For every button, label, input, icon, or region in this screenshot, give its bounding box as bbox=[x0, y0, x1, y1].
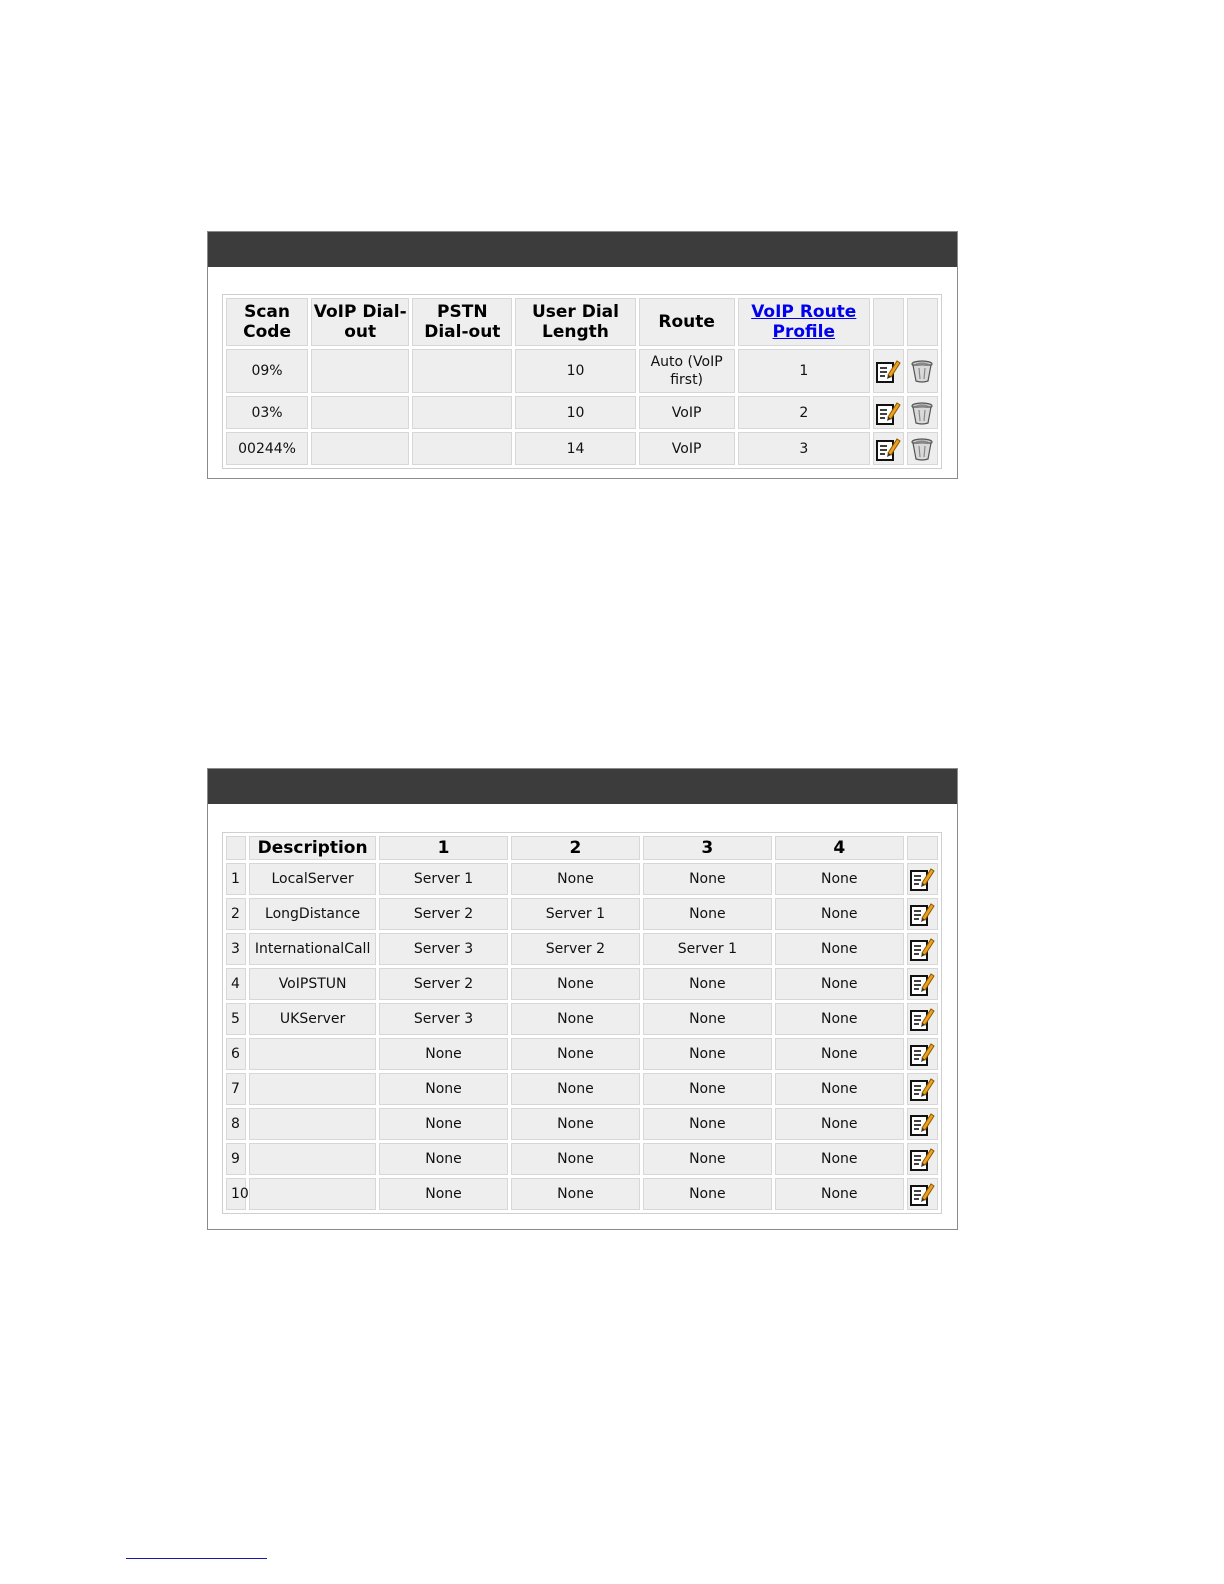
description-cell: VoIPSTUN bbox=[249, 968, 376, 1000]
server-3-cell: None bbox=[643, 1073, 772, 1105]
route-cell: VoIP bbox=[639, 396, 735, 429]
edit-icon[interactable] bbox=[909, 1181, 935, 1207]
server-3-cell: None bbox=[643, 1108, 772, 1140]
header-voip-route-profile bbox=[738, 298, 870, 346]
edit-icon[interactable] bbox=[909, 1146, 935, 1172]
table-row bbox=[226, 1143, 938, 1175]
header-route: Route bbox=[639, 298, 735, 346]
description-cell bbox=[249, 1073, 376, 1105]
server-1-cell: None bbox=[379, 1108, 508, 1140]
server-4-cell: None bbox=[775, 898, 904, 930]
index-cell: 5 bbox=[226, 1003, 246, 1035]
server-3-cell: None bbox=[643, 1003, 772, 1035]
edit-icon[interactable] bbox=[909, 1111, 935, 1137]
dial-length-cell: 10 bbox=[515, 349, 635, 393]
footer-divider bbox=[126, 1558, 267, 1559]
pstn-dialout-cell bbox=[412, 432, 512, 465]
edit-icon[interactable] bbox=[875, 358, 901, 384]
edit-cell bbox=[907, 1143, 938, 1175]
pstn-dialout-cell bbox=[412, 349, 512, 393]
index-cell: 8 bbox=[226, 1108, 246, 1140]
delete-trash-icon[interactable] bbox=[909, 436, 935, 462]
table-row bbox=[226, 349, 938, 393]
route-profile-rows bbox=[226, 863, 938, 1210]
server-3-cell: None bbox=[643, 1178, 772, 1210]
index-cell: 1 bbox=[226, 863, 246, 895]
edit-cell bbox=[907, 898, 938, 930]
server-2-cell: None bbox=[511, 1178, 640, 1210]
description-cell: UKServer bbox=[249, 1003, 376, 1035]
description-cell bbox=[249, 1143, 376, 1175]
edit-cell bbox=[907, 968, 938, 1000]
index-cell: 3 bbox=[226, 933, 246, 965]
edit-icon[interactable] bbox=[909, 936, 935, 962]
server-4-cell: None bbox=[775, 1143, 904, 1175]
server-4-cell: None bbox=[775, 1108, 904, 1140]
server-1-cell: None bbox=[379, 1073, 508, 1105]
route-cell: Auto (VoIP first) bbox=[639, 349, 735, 393]
edit-icon[interactable] bbox=[909, 1006, 935, 1032]
pstn-dialout-cell bbox=[412, 396, 512, 429]
route-cell: VoIP bbox=[639, 432, 735, 465]
header-pstn-dialout: PSTN Dial-out bbox=[412, 298, 512, 346]
description-cell bbox=[249, 1108, 376, 1140]
dial-length-cell: 10 bbox=[515, 396, 635, 429]
server-1-cell: Server 1 bbox=[379, 863, 508, 895]
voip-dialout-cell bbox=[311, 349, 409, 393]
edit-cell bbox=[907, 1038, 938, 1070]
delete-cell bbox=[907, 432, 938, 465]
edit-cell bbox=[907, 1178, 938, 1210]
table-row bbox=[226, 396, 938, 429]
description-cell: LocalServer bbox=[249, 863, 376, 895]
server-4-cell: None bbox=[775, 1003, 904, 1035]
server-4-cell: None bbox=[775, 1073, 904, 1105]
server-2-cell: None bbox=[511, 1038, 640, 1070]
edit-icon[interactable] bbox=[909, 1041, 935, 1067]
server-1-cell: None bbox=[379, 1178, 508, 1210]
index-cell: 2 bbox=[226, 898, 246, 930]
delete-trash-icon[interactable] bbox=[909, 358, 935, 384]
table-row bbox=[226, 933, 938, 965]
server-2-cell: Server 2 bbox=[511, 933, 640, 965]
server-1-cell: Server 3 bbox=[379, 933, 508, 965]
table-header-row bbox=[226, 836, 938, 860]
server-2-cell: None bbox=[511, 1003, 640, 1035]
edit-cell bbox=[873, 396, 904, 429]
index-cell: 6 bbox=[226, 1038, 246, 1070]
table-row bbox=[226, 898, 938, 930]
server-4-cell: None bbox=[775, 933, 904, 965]
voip-dialout-cell bbox=[311, 396, 409, 429]
server-3-cell: Server 1 bbox=[643, 933, 772, 965]
server-3-cell: None bbox=[643, 1038, 772, 1070]
server-4-cell: None bbox=[775, 863, 904, 895]
server-3-cell: None bbox=[643, 863, 772, 895]
table-row bbox=[226, 1073, 938, 1105]
profile-cell: 2 bbox=[738, 396, 870, 429]
table-row bbox=[226, 1038, 938, 1070]
description-cell: LongDistance bbox=[249, 898, 376, 930]
server-1-cell: Server 2 bbox=[379, 898, 508, 930]
server-4-cell: None bbox=[775, 1038, 904, 1070]
header-edit bbox=[873, 298, 904, 346]
server-3-cell: None bbox=[643, 1143, 772, 1175]
server-2-cell: None bbox=[511, 1073, 640, 1105]
route-profile-table bbox=[222, 832, 942, 1214]
server-2-cell: None bbox=[511, 1143, 640, 1175]
edit-cell bbox=[873, 432, 904, 465]
server-2-cell: None bbox=[511, 863, 640, 895]
server-4-cell: None bbox=[775, 1178, 904, 1210]
server-4-cell: None bbox=[775, 968, 904, 1000]
header-server-3: 3 bbox=[643, 836, 772, 860]
edit-cell bbox=[907, 1073, 938, 1105]
table-row bbox=[226, 432, 938, 465]
index-cell: 4 bbox=[226, 968, 246, 1000]
header-edit bbox=[907, 836, 938, 860]
table-row bbox=[226, 1003, 938, 1035]
scan-code-cell: 09% bbox=[226, 349, 308, 393]
edit-icon[interactable] bbox=[909, 901, 935, 927]
edit-cell bbox=[907, 1108, 938, 1140]
header-index bbox=[226, 836, 246, 860]
index-cell: 10 bbox=[226, 1178, 246, 1210]
header-description: Description bbox=[249, 836, 376, 860]
table-row bbox=[226, 1178, 938, 1210]
header-voip-dialout: VoIP Dial-out bbox=[311, 298, 409, 346]
server-1-cell: Server 2 bbox=[379, 968, 508, 1000]
server-2-cell: Server 1 bbox=[511, 898, 640, 930]
edit-cell bbox=[873, 349, 904, 393]
index-cell: 9 bbox=[226, 1143, 246, 1175]
server-2-cell: None bbox=[511, 1108, 640, 1140]
server-2-cell: None bbox=[511, 968, 640, 1000]
index-cell: 7 bbox=[226, 1073, 246, 1105]
edit-icon[interactable] bbox=[875, 400, 901, 426]
table-row bbox=[226, 1108, 938, 1140]
profile-cell: 1 bbox=[738, 349, 870, 393]
dial-length-cell: 14 bbox=[515, 432, 635, 465]
description-cell: InternationalCall bbox=[249, 933, 376, 965]
server-1-cell: None bbox=[379, 1038, 508, 1070]
header-delete bbox=[907, 298, 938, 346]
edit-icon[interactable] bbox=[909, 866, 935, 892]
voip-route-profile-link[interactable]: VoIP Route Profile bbox=[751, 302, 857, 342]
delete-cell bbox=[907, 349, 938, 393]
dial-plan-panel-header bbox=[208, 232, 957, 267]
header-user-dial-length: User Dial Length bbox=[515, 298, 635, 346]
header-scan-code: Scan Code bbox=[226, 298, 308, 346]
table-header-row bbox=[226, 298, 938, 346]
server-1-cell: None bbox=[379, 1143, 508, 1175]
edit-icon[interactable] bbox=[909, 971, 935, 997]
scan-code-cell: 00244% bbox=[226, 432, 308, 465]
table-row bbox=[226, 863, 938, 895]
header-server-2: 2 bbox=[511, 836, 640, 860]
header-server-4: 4 bbox=[775, 836, 904, 860]
voip-dialout-cell bbox=[311, 432, 409, 465]
profile-cell: 3 bbox=[738, 432, 870, 465]
edit-icon[interactable] bbox=[875, 436, 901, 462]
delete-trash-icon[interactable] bbox=[909, 400, 935, 426]
route-profile-panel-header bbox=[208, 769, 957, 804]
dial-plan-table bbox=[222, 294, 942, 469]
server-3-cell: None bbox=[643, 898, 772, 930]
edit-cell bbox=[907, 1003, 938, 1035]
header-server-1: 1 bbox=[379, 836, 508, 860]
server-3-cell: None bbox=[643, 968, 772, 1000]
edit-cell bbox=[907, 863, 938, 895]
edit-cell bbox=[907, 933, 938, 965]
description-cell bbox=[249, 1038, 376, 1070]
description-cell bbox=[249, 1178, 376, 1210]
table-row bbox=[226, 968, 938, 1000]
scan-code-cell: 03% bbox=[226, 396, 308, 429]
edit-icon[interactable] bbox=[909, 1076, 935, 1102]
server-1-cell: Server 3 bbox=[379, 1003, 508, 1035]
delete-cell bbox=[907, 396, 938, 429]
